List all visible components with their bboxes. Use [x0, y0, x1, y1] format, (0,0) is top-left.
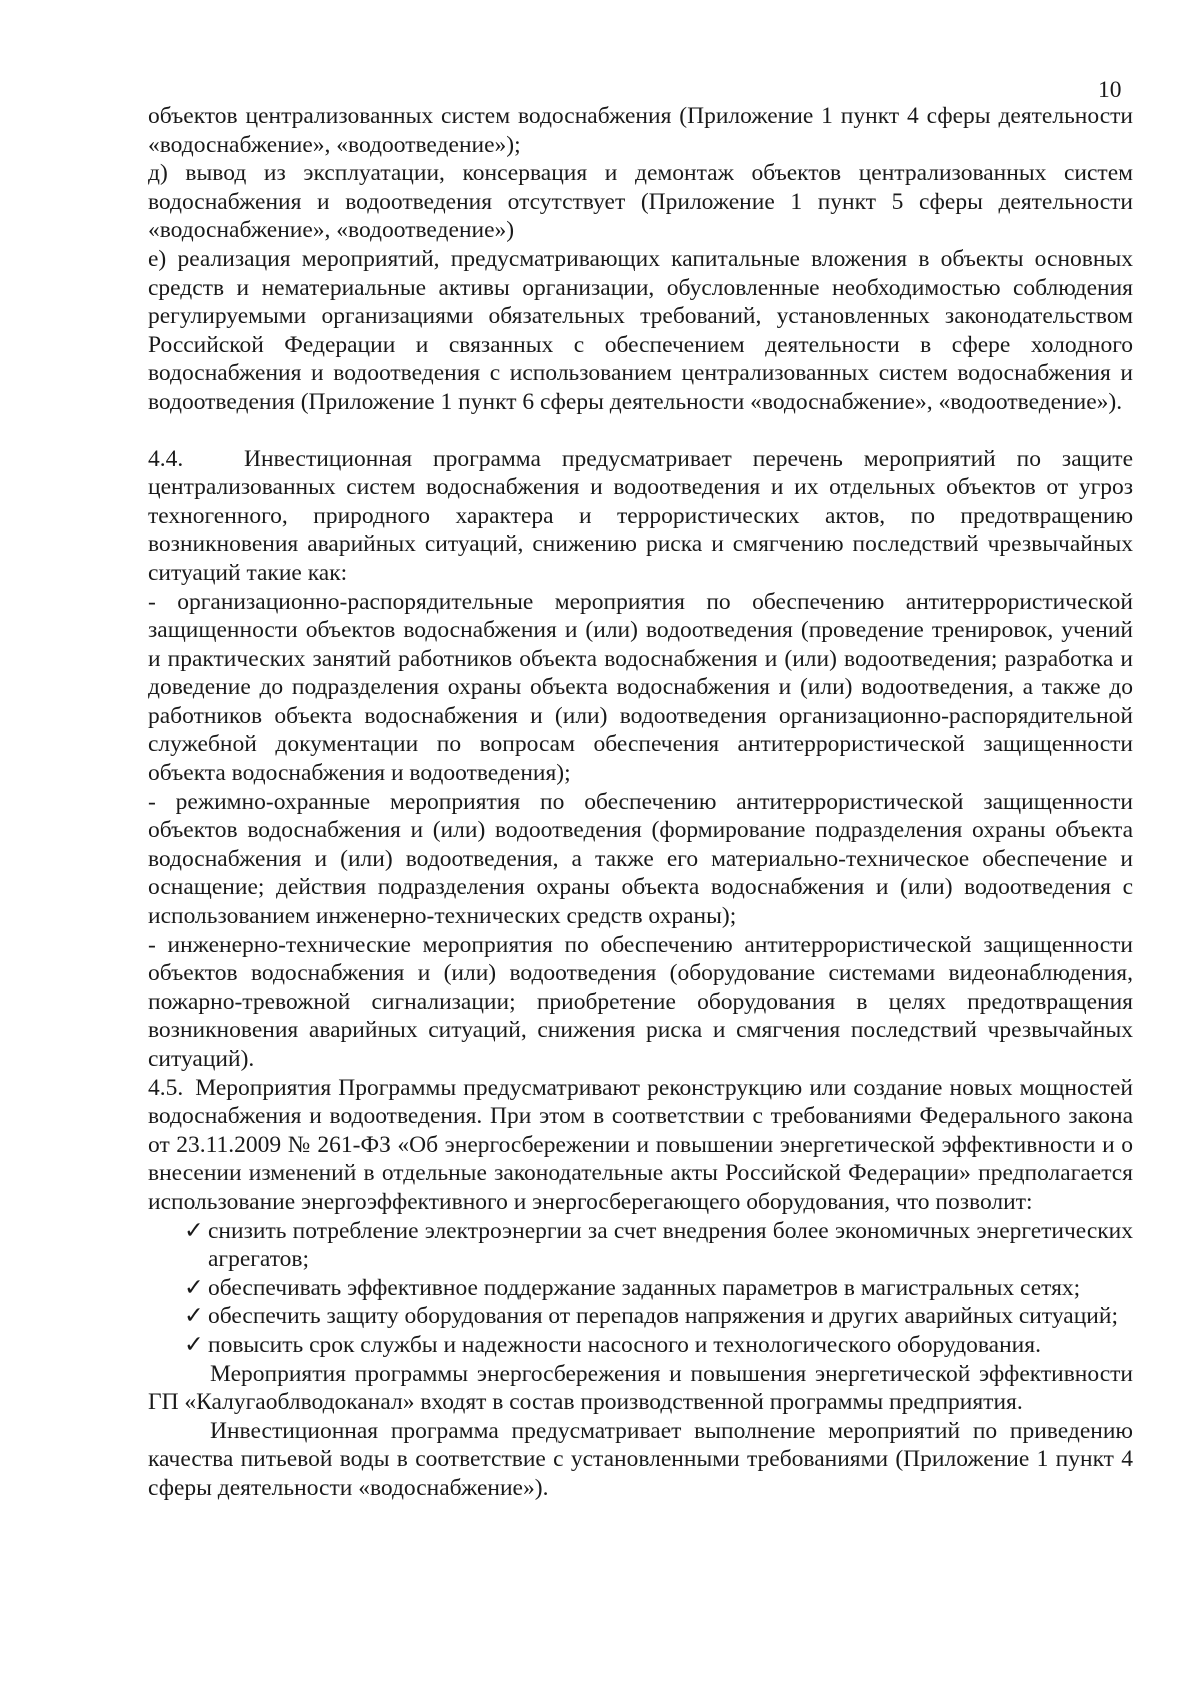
checklist-item — [184, 1274, 1133, 1303]
document-body — [148, 102, 1133, 1503]
check-icon: ✓ — [184, 1217, 204, 1244]
checklist-item-text: обеспечивать эффективное поддержание заданных параметров в магистральных сетях; — [208, 1274, 1081, 1301]
check-icon: ✓ — [184, 1274, 204, 1301]
measure-engineering: - инженерно-технические мероприятия по обеспечению антитеррористической защищенности объектов водоснабжения и (или) водоотведения (оборудование системами видеонаблюдения, пожарно-тревожной сигнализации; приобретение оборудования в целях предотвращения возникновения аварийных ситуаций, снижения риска и смягчения последствий чрезвычайных ситуаций). — [148, 931, 1133, 1072]
page-number: 10 — [1098, 77, 1122, 103]
section-4-5 — [148, 1074, 1133, 1217]
checklist-item — [184, 1217, 1133, 1274]
paragraph-item-d: д) вывод из эксплуатации, консервация и демонтаж объектов централизованных систем водоснабжения и водоотведения отсутствует (Приложение 1 пункт 5 сферы деятельности «водоснабжение», «водоотведение») — [148, 160, 1133, 244]
section-4-4 — [148, 445, 1133, 588]
check-icon: ✓ — [184, 1303, 204, 1330]
section-text: Инвестиционная программа предусматривает перечень мероприятий по защите централизованных систем водоснабжения и водоотведения и их отдельных объектов от угроз техногенного, природного характера и террористических актов, по предотвращению возникновения аварийных ситуаций, снижению риска и смягчению последствий чрезвычайных ситуаций такие как: — [148, 445, 1133, 586]
section-number: 4.4. — [148, 445, 184, 472]
checklist-item — [184, 1331, 1133, 1360]
measure-security-regime: - режимно-охранные мероприятия по обеспечению антитеррористической защищенности объектов водоснабжения и (или) водоотведения (формирование подразделения охраны объекта водоснабжения и (или) водоотведения, а также его материально-техническое обеспечение и оснащение; действия подразделения охраны объекта водоснабжения и (или) водоотведения с использованием инженерно-технических средств охраны); — [148, 788, 1133, 930]
section-text: Мероприятия Программы предусматривают реконструкцию или создание новых мощностей водоснабжения и водоотведения. При этом в соответствии с требованиями Федерального закона от 23.11.2009 № 261-ФЗ «Об энергосбережении и повышении энергетической эффективности и о внесении изменений в отдельные законодательные акты Российской Федерации» предполагается использование энергоэффективного и энергосберегающего оборудования, что позволит: — [148, 1074, 1133, 1215]
paragraph-energy-program: Мероприятия программы энергосбережения и повышения энергетической эффективности ГП «Калугаоблводоканал» входят в состав производственной программы предприятия. — [148, 1360, 1133, 1416]
checklist-item-text: обеспечить защиту оборудования от перепадов напряжения и других аварийных ситуаций; — [208, 1303, 1118, 1330]
paragraph-gap — [148, 417, 1133, 445]
section-number: 4.5. — [148, 1074, 184, 1101]
measure-organizational: - организационно-распорядительные мероприятия по обеспечению антитеррористической защищенности объектов водоснабжения и (или) водоотведения (проведение тренировок, учений и практических занятий работников объекта водоснабжения и (или) водоотведения; разработка и доведение до подразделения охраны объекта водоснабжения и (или) водоотведения, а также до работников объекта водоснабжения и (или) водоотведения организационно-распорядительной служебной документации по вопросам обеспечения антитеррористической защищенности объекта водоснабжения и водоотведения); — [148, 588, 1133, 787]
paragraph-water-quality: Инвестиционная программа предусматривает выполнение мероприятий по приведению качества питьевой воды в соответствие с установленными требованиями (Приложение 1 пункт 4 сферы деятельности «водоснабжение»). — [148, 1417, 1133, 1501]
checklist-item-text: повысить срок службы и надежности насосного и технологического оборудования. — [208, 1331, 1041, 1358]
benefits-checklist — [148, 1217, 1133, 1360]
checklist-item-text: снизить потребление электроэнергии за счет внедрения более экономичных энергетических агрегатов; — [208, 1217, 1133, 1273]
paragraph-item-e: е) реализация мероприятий, предусматривающих капитальные вложения в объекты основных средств и нематериальные активы организации, обусловленные необходимостью соблюдения регулируемыми организациями обязательных требований, установленных законодательством Российской Федерации и связанных с обеспечением деятельности в сфере холодного водоснабжения и водоотведения с использованием централизованных систем водоснабжения и водоотведения (Приложение 1 пункт 6 сферы деятельности «водоснабжение», «водоотведение»). — [148, 245, 1133, 415]
checklist-item — [184, 1302, 1133, 1331]
check-icon: ✓ — [184, 1331, 204, 1358]
paragraph-continuation: объектов централизованных систем водоснабжения (Приложение 1 пункт 4 сферы деятельности «водоснабжение», «водоотведение»); — [148, 103, 1133, 158]
